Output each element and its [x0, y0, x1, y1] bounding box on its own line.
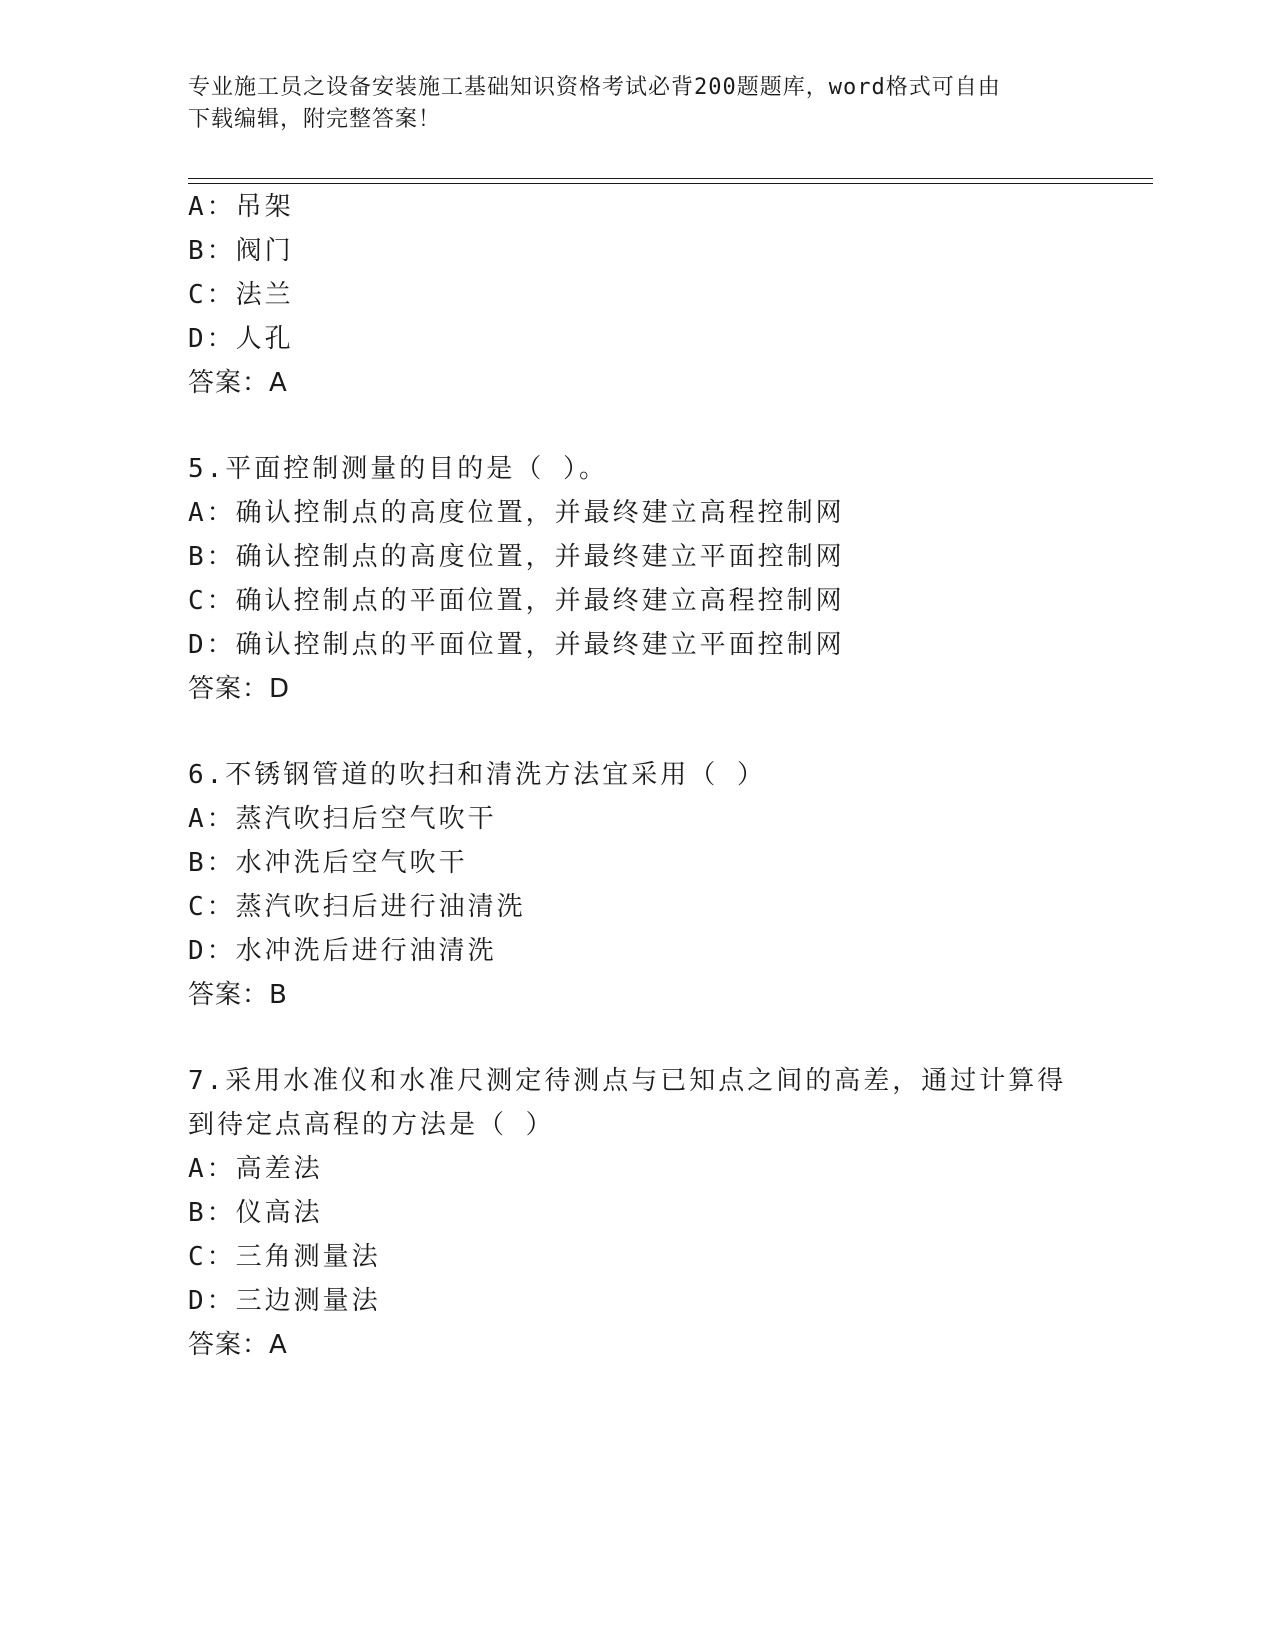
q7-option-b: B：仪高法 [188, 1198, 323, 1228]
q4-option-d: D：人孔 [188, 324, 294, 354]
q5-option-d: D：确认控制点的平面位置，并最终建立平面控制网 [188, 630, 845, 660]
q6-option-b: B：水冲洗后空气吹干 [188, 848, 468, 878]
q6-option-a: A：蒸汽吹扫后空气吹干 [188, 804, 497, 834]
header-line-2: 下载编辑，附完整答案！ [188, 107, 442, 132]
q5-option-c: C：确认控制点的平面位置，并最终建立高程控制网 [188, 586, 845, 616]
q6-option-d: D：水冲洗后进行油清洗 [188, 936, 497, 966]
q7-stem-line-2: 到待定点高程的方法是（ ） [188, 1110, 555, 1140]
q4-answer: 答案：A [188, 368, 288, 398]
q6-stem: 6.不锈钢管道的吹扫和清洗方法宜采用（ ） [188, 760, 766, 790]
q5-option-b: B：确认控制点的高度位置，并最终建立平面控制网 [188, 542, 845, 572]
document-header [188, 72, 1078, 136]
q5-option-a: A：确认控制点的高度位置，并最终建立高程控制网 [188, 498, 845, 528]
header-line-1: 专业施工员之设备安装施工基础知识资格考试必背200题题库，word格式可自由 [188, 75, 1001, 100]
q7-answer: 答案：A [188, 1330, 288, 1360]
header-divider-top [188, 178, 1153, 179]
q6-answer: 答案：B [188, 980, 288, 1010]
q4-option-c: C：法兰 [188, 280, 294, 310]
q7-option-d: D：三边测量法 [188, 1286, 381, 1316]
q5-stem: 5.平面控制测量的目的是（ ）。 [188, 454, 608, 484]
q7-option-a: A：高差法 [188, 1154, 323, 1184]
q4-option-a: A：吊架 [188, 192, 294, 222]
q5-answer: 答案：D [188, 674, 291, 704]
q6-option-c: C：蒸汽吹扫后进行油清洗 [188, 892, 526, 922]
q7-option-c: C：三角测量法 [188, 1242, 381, 1272]
q4-option-b: B：阀门 [188, 236, 294, 266]
header-divider-bottom [188, 183, 1153, 184]
q7-stem-line-1: 7.采用水准仪和水准尺测定待测点与已知点之间的高差，通过计算得 [188, 1066, 1067, 1096]
